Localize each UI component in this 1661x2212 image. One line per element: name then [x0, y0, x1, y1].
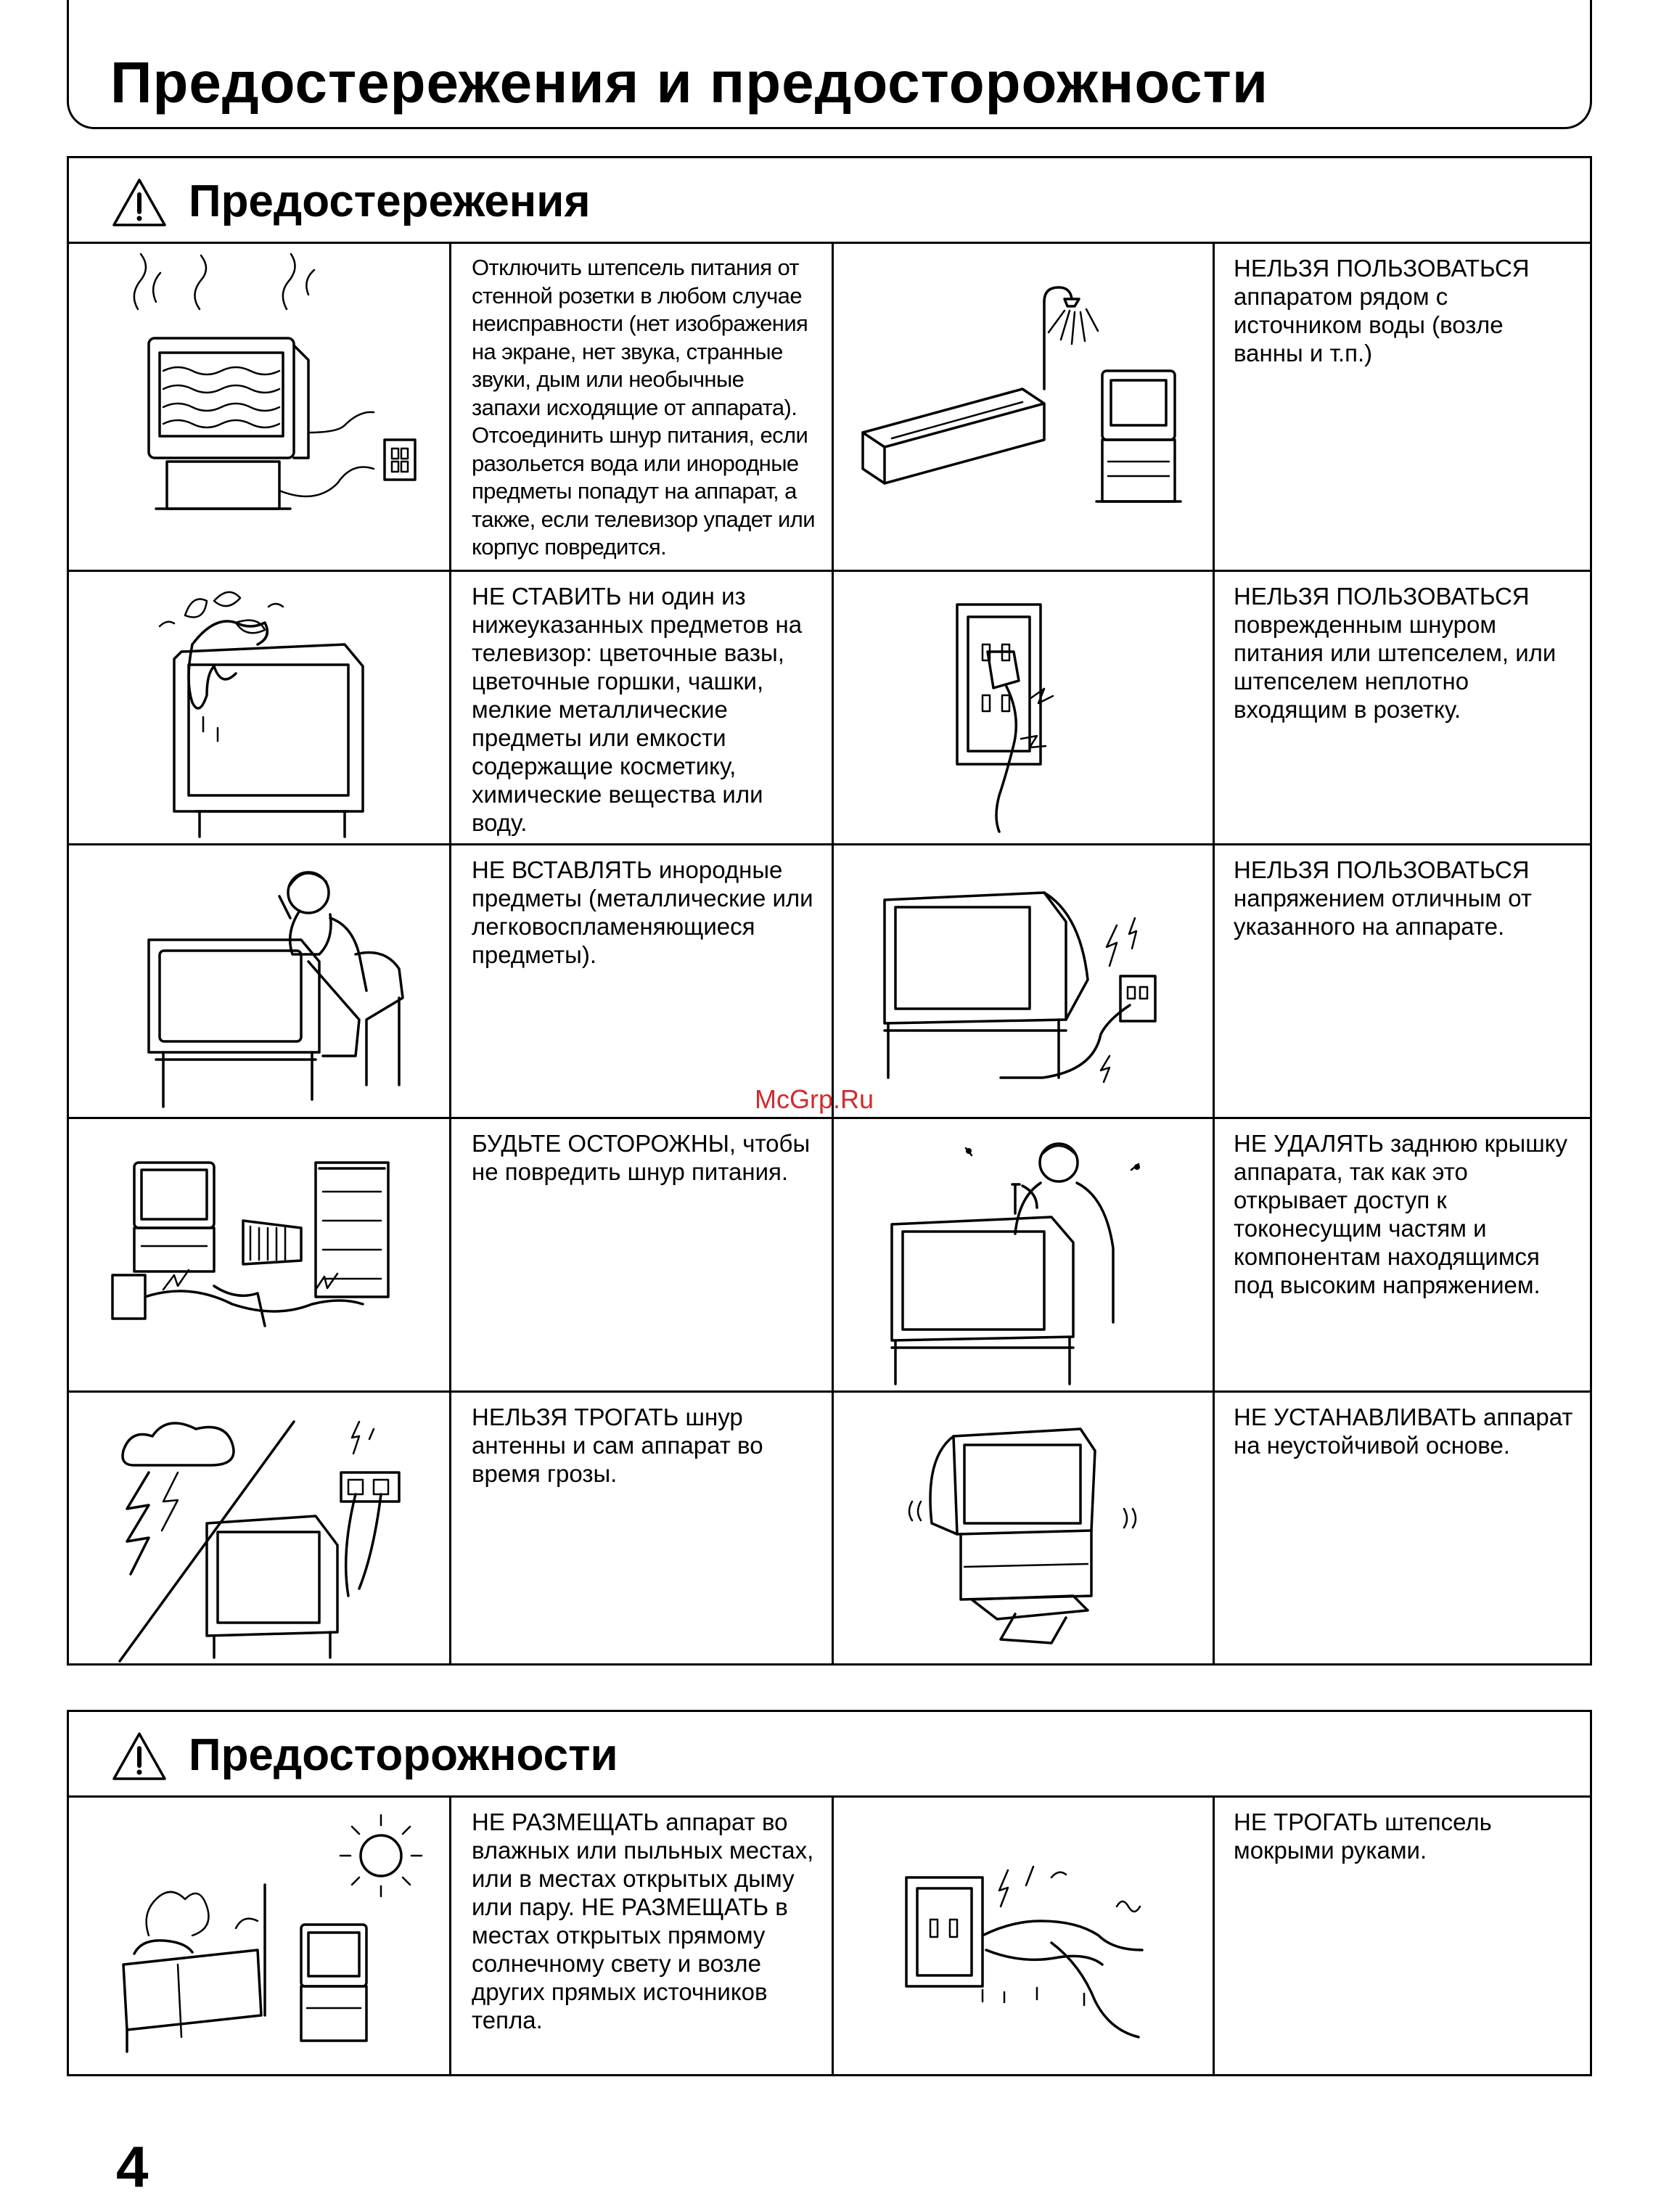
precaution-text-left: [451, 1798, 834, 2074]
illustration-back-cover-removal: [834, 1119, 1215, 1390]
warning-text-right: [1215, 1393, 1590, 1664]
precautions-heading: Предосторожности: [189, 1730, 618, 1780]
warning-text-right: [1215, 572, 1590, 843]
illustration-tv-near-bath: [834, 244, 1215, 570]
precaution-text-right: [1215, 1798, 1590, 2074]
warning-text: НЕ ВСТАВЛЯТЬ инородные предметы (металлические или легковоспламеняющиеся предметы).: [472, 856, 813, 968]
warnings-header: [69, 158, 1590, 244]
warning-triangle-icon: [111, 1731, 168, 1782]
warning-text: НЕЛЬЗЯ ПОЛЬЗОВАТЬСЯ напряжением отличным от указанного на аппарате.: [1234, 856, 1533, 940]
warning-text-left: [451, 1393, 834, 1664]
warning-row: [69, 1119, 1590, 1393]
illustration-unstable-base: [834, 1393, 1215, 1664]
warning-triangle-icon: [111, 177, 168, 228]
warnings-section: [67, 156, 1592, 1666]
warnings-heading: Предостережения: [189, 176, 591, 226]
warning-text: НЕ УСТАНАВЛИВАТЬ аппарат на неустойчивой основе.: [1234, 1404, 1573, 1459]
warning-text: НЕЛЬЗЯ ПОЛЬЗОВАТЬСЯ поврежденным шнуром питания или штепселем, или штепселем неплотно входящим в розетку.: [1234, 583, 1557, 723]
warning-text-left: [451, 572, 834, 843]
precaution-text: НЕ ТРОГАТЬ штепсель мокрыми руками.: [1234, 1808, 1492, 1864]
warning-row: [69, 845, 1590, 1119]
warning-text-left: [451, 244, 834, 570]
precautions-section: [67, 1710, 1592, 2076]
warning-text: НЕЛЬЗЯ ТРОГАТЬ шнур антенны и сам аппарат во время грозы.: [472, 1404, 763, 1487]
warning-text: НЕЛЬЗЯ ПОЛЬЗОВАТЬСЯ аппаратом рядом с источником воды (возле ванны и т.п.): [1234, 255, 1530, 366]
illustration-child-inserting-object: [69, 845, 451, 1117]
warning-text-left: [451, 1119, 834, 1390]
precautions-header: [69, 1712, 1590, 1798]
page-title: Предостережения и предосторожности: [110, 50, 1269, 115]
illustration-wrong-voltage: [834, 845, 1215, 1117]
warning-text-left: [451, 845, 834, 1117]
precaution-text: НЕ РАЗМЕЩАТЬ аппарат во влажных или пыльных местах, или в местах открытых дыму или пару. НЕ РАЗМЕЩАТЬ в местах открытых прямому солнечному свету и возле других прямых источников тепла.: [472, 1808, 814, 2033]
warning-text: БУДЬТЕ ОСТОРОЖНЫ, чтобы не повредить шнур питания.: [472, 1130, 811, 1185]
precaution-row: [69, 1798, 1590, 2074]
warning-text: НЕ СТАВИТЬ ни один из нижеуказанных предметов на телевизор: цветочные вазы, цветочные горшки, чашки, мелкие металлические предметы или емкости содержащие косметику, химические вещества или воду.: [472, 583, 803, 836]
warning-row: [69, 572, 1590, 845]
watermark: McGrp.Ru: [755, 1084, 874, 1114]
warning-text: Отключить штепсель питания от стенной розетки в любом случае неисправности (нет изображения на экране, нет звука, странные звуки, дым или необычные запахи исходящие от аппарата). Отсоединить шнур питания, если разольется вода или инородные предметы попадут на аппарат, а также, если телевизор упадет или корпус повредится.: [472, 255, 815, 560]
illustration-damaged-plug: [834, 572, 1215, 843]
warning-text-right: [1215, 1119, 1590, 1390]
warning-text-right: [1215, 244, 1590, 570]
illustration-cord-damage: [69, 1119, 451, 1390]
warning-row: [69, 1393, 1590, 1664]
illustration-vase-on-tv: [69, 572, 451, 843]
illustration-wet-hands-plug: [834, 1798, 1215, 2074]
illustration-humidity-sun: [69, 1798, 451, 2074]
warning-text: НЕ УДАЛЯТЬ заднюю крышку аппарата, так как это открывает доступ к токонесущим частям и компонентам находящимся под высоким напряжением.: [1234, 1130, 1567, 1298]
warning-row: [69, 244, 1590, 572]
page-number: 4: [116, 2134, 149, 2199]
illustration-thunderstorm: [69, 1393, 451, 1664]
warning-text-right: [1215, 845, 1590, 1117]
illustration-smoking-tv: [69, 244, 451, 570]
